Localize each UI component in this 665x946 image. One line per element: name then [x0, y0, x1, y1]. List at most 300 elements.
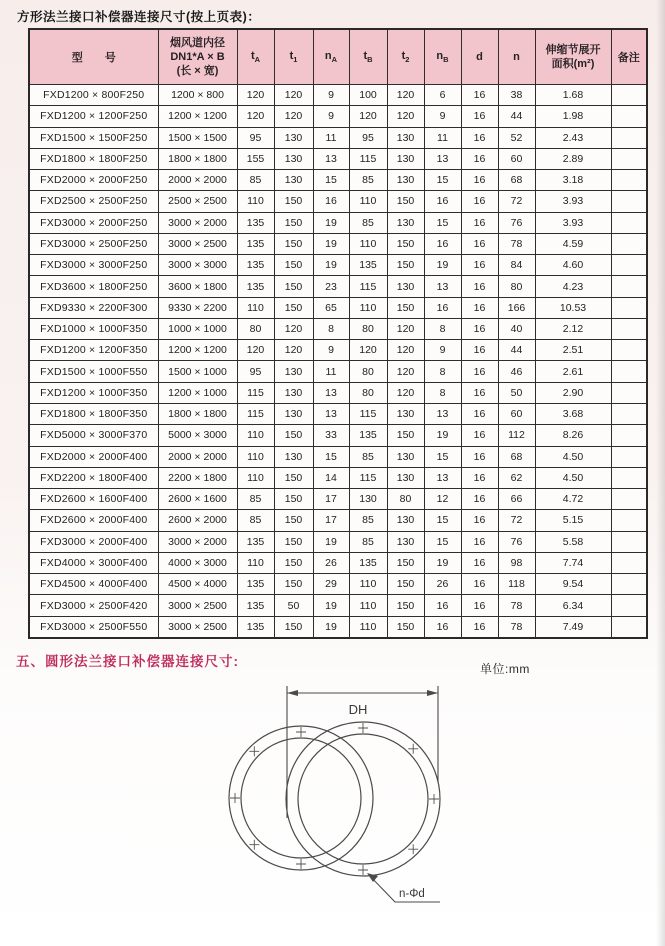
cell-t2: 150 — [387, 552, 424, 573]
cell-n: 98 — [498, 552, 535, 573]
cell-dn: 9330 × 2200 — [158, 297, 237, 318]
table-row — [29, 297, 647, 318]
cell-tA: 115 — [237, 382, 274, 403]
left-flange-outer-circle — [229, 726, 373, 870]
cell-tB: 110 — [349, 191, 387, 212]
cell-nA: 11 — [313, 361, 349, 382]
cell-t2: 150 — [387, 191, 424, 212]
cell-tB: 130 — [349, 489, 387, 510]
cell-t2: 120 — [387, 361, 424, 382]
cell-n: 44 — [498, 340, 535, 361]
unit-label: 单位:mm — [480, 662, 530, 676]
cell-tA: 95 — [237, 361, 274, 382]
cell-d: 16 — [461, 595, 498, 616]
header-tA-base: t — [250, 49, 255, 62]
header-t2 — [387, 29, 424, 85]
cell-area: 6.34 — [535, 595, 611, 616]
cell-area: 2.51 — [535, 340, 611, 361]
cell-t1: 150 — [274, 425, 313, 446]
header-remark: 备注 — [611, 29, 647, 85]
cell-tA: 135 — [237, 595, 274, 616]
cell-nA: 19 — [313, 255, 349, 276]
table-header — [29, 29, 647, 85]
cell-t2: 130 — [387, 467, 424, 488]
flange-diagram — [0, 640, 665, 946]
dh-dimension-label: DH — [348, 702, 368, 717]
cell-t2: 130 — [387, 127, 424, 148]
cell-tB: 135 — [349, 255, 387, 276]
cell-dn: 3000 × 2500 — [158, 233, 237, 254]
cell-d: 16 — [461, 403, 498, 424]
cell-dn: 3000 × 2000 — [158, 531, 237, 552]
table-row — [29, 191, 647, 212]
cell-remark — [611, 340, 647, 361]
cell-area: 10.53 — [535, 297, 611, 318]
header-tB — [349, 29, 387, 85]
cell-d: 16 — [461, 212, 498, 233]
cell-nA: 13 — [313, 148, 349, 169]
cell-remark — [611, 106, 647, 127]
cell-dn: 1200 × 800 — [158, 85, 237, 106]
header-duct-line1: 烟风道内径 — [170, 37, 225, 49]
cell-nB: 15 — [424, 212, 461, 233]
cell-remark — [611, 318, 647, 339]
cell-tA: 115 — [237, 403, 274, 424]
cell-model: FXD3000 × 2500F550 — [29, 616, 158, 638]
cell-t1: 150 — [274, 276, 313, 297]
cell-model: FXD2000 × 2000F400 — [29, 446, 158, 467]
cell-tA: 135 — [237, 574, 274, 595]
cell-remark — [611, 489, 647, 510]
cell-nB: 19 — [424, 255, 461, 276]
cell-dn: 1500 × 1500 — [158, 127, 237, 148]
cell-d: 16 — [461, 361, 498, 382]
bolt-hole-label: n-Φd — [399, 888, 425, 900]
header-t2-base: t — [401, 49, 406, 62]
header-t1 — [274, 29, 313, 85]
cell-nA: 9 — [313, 106, 349, 127]
header-area-line2: 面积(m²) — [551, 58, 595, 70]
cell-t1: 120 — [274, 340, 313, 361]
table-row — [29, 340, 647, 361]
cell-tB: 110 — [349, 574, 387, 595]
cell-t1: 150 — [274, 255, 313, 276]
cell-remark — [611, 255, 647, 276]
cell-tA: 95 — [237, 127, 274, 148]
cell-dn: 1200 × 1000 — [158, 382, 237, 403]
cell-remark — [611, 552, 647, 573]
cell-nA: 29 — [313, 574, 349, 595]
cell-t1: 130 — [274, 361, 313, 382]
table-row — [29, 531, 647, 552]
cell-dn: 1200 × 1200 — [158, 340, 237, 361]
cell-tA: 135 — [237, 255, 274, 276]
cell-t1: 130 — [274, 170, 313, 191]
cell-dn: 2000 × 2000 — [158, 446, 237, 467]
cell-model: FXD2200 × 1800F400 — [29, 467, 158, 488]
cell-t1: 130 — [274, 446, 313, 467]
cell-model: FXD4000 × 3000F400 — [29, 552, 158, 573]
cell-area: 5.58 — [535, 531, 611, 552]
cell-t1: 130 — [274, 382, 313, 403]
cell-t1: 150 — [274, 616, 313, 638]
cell-area: 3.93 — [535, 212, 611, 233]
cell-tB: 120 — [349, 106, 387, 127]
cell-model: FXD1000 × 1000F350 — [29, 318, 158, 339]
header-nA-base: n — [324, 49, 332, 62]
cell-tB: 80 — [349, 318, 387, 339]
cell-area: 2.90 — [535, 382, 611, 403]
cell-model: FXD3000 × 2500F250 — [29, 233, 158, 254]
cell-tA: 120 — [237, 106, 274, 127]
table-row — [29, 255, 647, 276]
cell-d: 16 — [461, 425, 498, 446]
header-nB — [424, 29, 461, 85]
table-row — [29, 467, 647, 488]
cell-d: 16 — [461, 446, 498, 467]
cell-area: 7.49 — [535, 616, 611, 638]
cell-n: 52 — [498, 127, 535, 148]
cell-dn: 2200 × 1800 — [158, 467, 237, 488]
cell-model: FXD1500 × 1500F250 — [29, 127, 158, 148]
cell-area: 4.72 — [535, 489, 611, 510]
cell-t2: 150 — [387, 297, 424, 318]
dimension-table — [28, 28, 648, 639]
table-row — [29, 233, 647, 254]
cell-t2: 130 — [387, 148, 424, 169]
cell-nA: 13 — [313, 403, 349, 424]
cell-n: 44 — [498, 106, 535, 127]
cell-nB: 8 — [424, 361, 461, 382]
cell-dn: 5000 × 3000 — [158, 425, 237, 446]
cell-nB: 15 — [424, 531, 461, 552]
cell-model: FXD3000 × 2000F250 — [29, 212, 158, 233]
cell-t2: 120 — [387, 382, 424, 403]
table-row — [29, 574, 647, 595]
cell-nA: 65 — [313, 297, 349, 318]
cell-tA: 135 — [237, 233, 274, 254]
section-title: 五、圆形法兰接口补偿器连接尺寸: — [16, 654, 239, 669]
cell-dn: 3000 × 2000 — [158, 212, 237, 233]
header-nB-sub: B — [443, 55, 449, 65]
cell-nB: 13 — [424, 148, 461, 169]
cell-tA: 110 — [237, 552, 274, 573]
cell-area: 2.43 — [535, 127, 611, 148]
cell-n: 68 — [498, 170, 535, 191]
table-row — [29, 127, 647, 148]
cell-n: 78 — [498, 616, 535, 638]
table-row — [29, 425, 647, 446]
cell-tB: 110 — [349, 233, 387, 254]
header-nB-base: n — [436, 49, 444, 62]
cell-remark — [611, 403, 647, 424]
header-tB-base: t — [363, 49, 368, 62]
cell-t2: 120 — [387, 85, 424, 106]
cell-nB: 16 — [424, 191, 461, 212]
header-duct — [158, 29, 237, 85]
cell-dn: 2600 × 1600 — [158, 489, 237, 510]
cell-t1: 150 — [274, 531, 313, 552]
cell-nA: 23 — [313, 276, 349, 297]
cell-d: 16 — [461, 297, 498, 318]
cell-d: 16 — [461, 340, 498, 361]
cell-nB: 19 — [424, 552, 461, 573]
cell-model: FXD5000 × 3000F370 — [29, 425, 158, 446]
cell-area: 4.59 — [535, 233, 611, 254]
table-row — [29, 489, 647, 510]
cell-t2: 130 — [387, 531, 424, 552]
cell-area: 2.12 — [535, 318, 611, 339]
cell-t2: 150 — [387, 233, 424, 254]
table-row — [29, 552, 647, 573]
cell-remark — [611, 127, 647, 148]
cell-model: FXD3000 × 2500F420 — [29, 595, 158, 616]
cell-nA: 13 — [313, 382, 349, 403]
cell-n: 78 — [498, 595, 535, 616]
cell-nB: 8 — [424, 382, 461, 403]
cell-nB: 26 — [424, 574, 461, 595]
cell-t2: 150 — [387, 595, 424, 616]
table-row — [29, 361, 647, 382]
cell-tB: 80 — [349, 361, 387, 382]
cell-t1: 150 — [274, 574, 313, 595]
cell-area: 2.61 — [535, 361, 611, 382]
cell-nB: 15 — [424, 446, 461, 467]
header-area-line1: 伸缩节展开 — [545, 44, 601, 56]
cell-remark — [611, 425, 647, 446]
dh-arrow-left — [287, 690, 298, 696]
header-t2-sub: 2 — [405, 55, 410, 65]
cell-remark — [611, 574, 647, 595]
cell-model: FXD2500 × 2500F250 — [29, 191, 158, 212]
header-model: 型 号 — [29, 29, 158, 85]
cell-tA: 135 — [237, 212, 274, 233]
table-row — [29, 510, 647, 531]
cell-d: 16 — [461, 85, 498, 106]
cell-area: 4.50 — [535, 467, 611, 488]
cell-area: 4.50 — [535, 446, 611, 467]
cell-t2: 130 — [387, 212, 424, 233]
cell-remark — [611, 595, 647, 616]
cell-n: 50 — [498, 382, 535, 403]
cell-nB: 13 — [424, 403, 461, 424]
cell-nA: 17 — [313, 510, 349, 531]
cell-tA: 85 — [237, 489, 274, 510]
cell-nB: 16 — [424, 297, 461, 318]
cell-t2: 120 — [387, 318, 424, 339]
cell-dn: 1200 × 1200 — [158, 106, 237, 127]
cell-remark — [611, 467, 647, 488]
cell-n: 84 — [498, 255, 535, 276]
cell-area: 1.68 — [535, 85, 611, 106]
cell-tB: 85 — [349, 531, 387, 552]
cell-d: 16 — [461, 616, 498, 638]
cell-dn: 3600 × 1800 — [158, 276, 237, 297]
cell-model: FXD1200 × 1200F350 — [29, 340, 158, 361]
cell-d: 16 — [461, 191, 498, 212]
header-tA-sub: A — [254, 55, 261, 65]
cell-dn: 1800 × 1800 — [158, 403, 237, 424]
cell-t1: 150 — [274, 191, 313, 212]
cell-remark — [611, 297, 647, 318]
table-row — [29, 148, 647, 169]
cell-area: 5.15 — [535, 510, 611, 531]
header-tB-sub: B — [367, 55, 373, 65]
cell-t1: 150 — [274, 233, 313, 254]
cell-n: 166 — [498, 297, 535, 318]
cell-model: FXD1200 × 1000F350 — [29, 382, 158, 403]
cell-tB: 135 — [349, 425, 387, 446]
cell-model: FXD1200 × 1200F250 — [29, 106, 158, 127]
cell-tB: 85 — [349, 212, 387, 233]
cell-d: 16 — [461, 574, 498, 595]
cell-nA: 9 — [313, 340, 349, 361]
cell-tB: 135 — [349, 552, 387, 573]
cell-t2: 150 — [387, 425, 424, 446]
table-row — [29, 276, 647, 297]
header-tA — [237, 29, 274, 85]
cell-model: FXD3000 × 2000F400 — [29, 531, 158, 552]
header-row — [29, 29, 647, 85]
cell-remark — [611, 382, 647, 403]
table-row — [29, 212, 647, 233]
cell-area: 8.26 — [535, 425, 611, 446]
cell-d: 16 — [461, 510, 498, 531]
cell-remark — [611, 531, 647, 552]
cell-nB: 13 — [424, 467, 461, 488]
cell-d: 16 — [461, 106, 498, 127]
cell-d: 16 — [461, 382, 498, 403]
cell-nB: 6 — [424, 85, 461, 106]
cell-model: FXD1800 × 1800F250 — [29, 148, 158, 169]
cell-t1: 50 — [274, 595, 313, 616]
cell-remark — [611, 233, 647, 254]
cell-tB: 85 — [349, 446, 387, 467]
header-d: d — [461, 29, 498, 85]
cell-model: FXD1200 × 800F250 — [29, 85, 158, 106]
cell-n: 78 — [498, 233, 535, 254]
cell-t1: 120 — [274, 85, 313, 106]
cell-remark — [611, 276, 647, 297]
cell-nB: 11 — [424, 127, 461, 148]
cell-t2: 120 — [387, 106, 424, 127]
cell-dn: 3000 × 3000 — [158, 255, 237, 276]
cell-tA: 110 — [237, 446, 274, 467]
cell-n: 118 — [498, 574, 535, 595]
cell-tA: 110 — [237, 467, 274, 488]
header-area — [535, 29, 611, 85]
cell-nA: 19 — [313, 616, 349, 638]
cell-n: 72 — [498, 191, 535, 212]
cell-n: 112 — [498, 425, 535, 446]
cell-t2: 130 — [387, 510, 424, 531]
cell-remark — [611, 446, 647, 467]
cell-t1: 130 — [274, 403, 313, 424]
cell-tB: 110 — [349, 297, 387, 318]
cell-nA: 8 — [313, 318, 349, 339]
cell-nA: 19 — [313, 233, 349, 254]
cell-n: 60 — [498, 403, 535, 424]
right-flange-inner-circle — [298, 734, 428, 864]
cell-nB: 12 — [424, 489, 461, 510]
table-row — [29, 446, 647, 467]
cell-nB: 15 — [424, 510, 461, 531]
cell-t2: 150 — [387, 255, 424, 276]
cell-dn: 3000 × 2500 — [158, 595, 237, 616]
header-n: n — [498, 29, 535, 85]
cell-dn: 2000 × 2000 — [158, 170, 237, 191]
cell-dn: 4000 × 3000 — [158, 552, 237, 573]
cell-remark — [611, 191, 647, 212]
cell-t1: 150 — [274, 297, 313, 318]
cell-n: 62 — [498, 467, 535, 488]
cell-t2: 120 — [387, 340, 424, 361]
cell-remark — [611, 212, 647, 233]
cell-t2: 130 — [387, 170, 424, 191]
cell-nA: 33 — [313, 425, 349, 446]
cell-t2: 130 — [387, 446, 424, 467]
cell-area: 4.60 — [535, 255, 611, 276]
cell-n: 72 — [498, 510, 535, 531]
cell-t1: 150 — [274, 510, 313, 531]
cell-tB: 80 — [349, 382, 387, 403]
cell-t1: 150 — [274, 467, 313, 488]
header-duct-line3: (长 × 宽) — [176, 65, 219, 77]
left-flange-inner-circle — [241, 738, 361, 858]
cell-model: FXD2600 × 2000F400 — [29, 510, 158, 531]
cell-t1: 130 — [274, 148, 313, 169]
cell-nB: 15 — [424, 170, 461, 191]
cell-tA: 120 — [237, 85, 274, 106]
cell-dn: 4500 × 4000 — [158, 574, 237, 595]
cell-d: 16 — [461, 170, 498, 191]
cell-n: 76 — [498, 212, 535, 233]
table-row — [29, 106, 647, 127]
cell-d: 16 — [461, 318, 498, 339]
table-row — [29, 170, 647, 191]
cell-nB: 8 — [424, 318, 461, 339]
header-t1-sub: 1 — [293, 55, 298, 65]
cell-model: FXD3600 × 1800F250 — [29, 276, 158, 297]
bolt-hole-ticks — [230, 723, 439, 875]
cell-d: 16 — [461, 127, 498, 148]
cell-model: FXD9330 × 2200F300 — [29, 297, 158, 318]
cell-area: 7.74 — [535, 552, 611, 573]
cell-d: 16 — [461, 233, 498, 254]
header-t1-base: t — [289, 49, 294, 62]
cell-remark — [611, 148, 647, 169]
table-row — [29, 85, 647, 106]
table-body — [29, 85, 647, 638]
cell-tA: 80 — [237, 318, 274, 339]
cell-d: 16 — [461, 148, 498, 169]
cell-d: 16 — [461, 255, 498, 276]
cell-nB: 13 — [424, 276, 461, 297]
table-row — [29, 616, 647, 638]
cell-area: 9.54 — [535, 574, 611, 595]
cell-tB: 115 — [349, 403, 387, 424]
cell-n: 66 — [498, 489, 535, 510]
cell-nA: 19 — [313, 595, 349, 616]
cell-tA: 120 — [237, 340, 274, 361]
cell-remark — [611, 616, 647, 638]
cell-t1: 150 — [274, 212, 313, 233]
cell-nA: 14 — [313, 467, 349, 488]
cell-n: 80 — [498, 276, 535, 297]
cell-d: 16 — [461, 467, 498, 488]
cell-nB: 19 — [424, 425, 461, 446]
cell-tB: 115 — [349, 276, 387, 297]
